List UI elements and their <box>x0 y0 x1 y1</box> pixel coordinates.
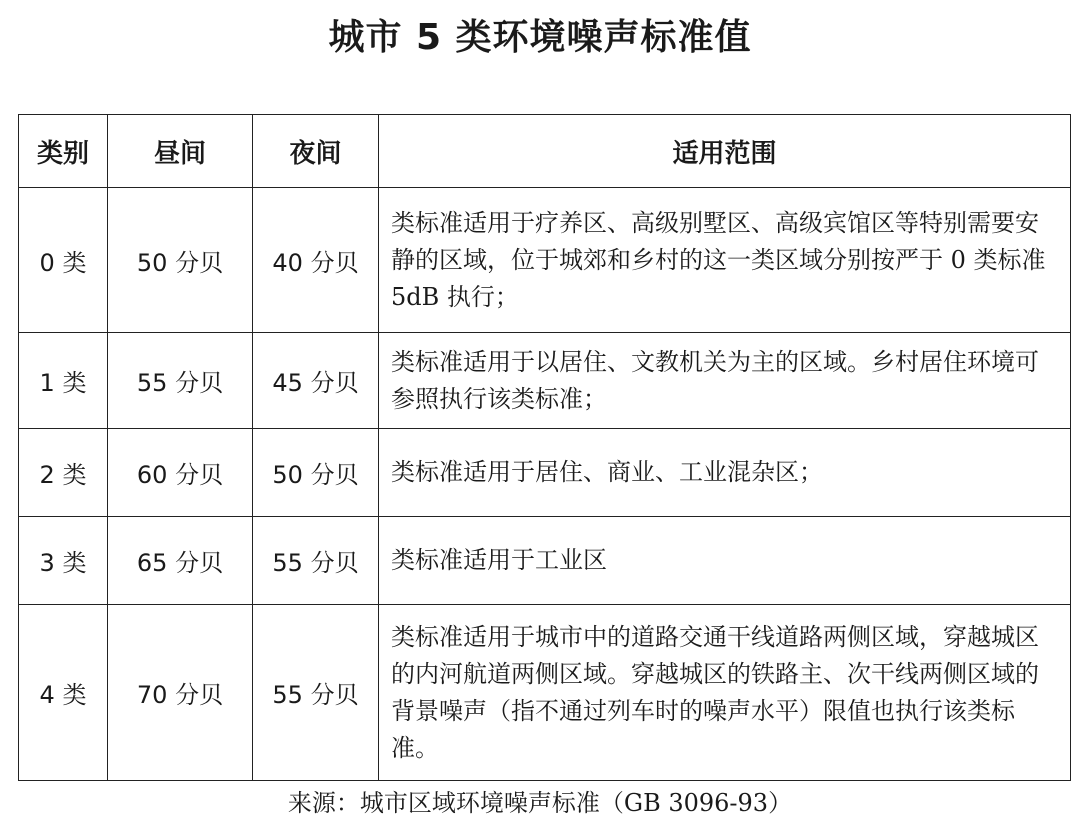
cell-scope: 类标准适用于居住、商业、工业混杂区； <box>379 429 1071 517</box>
cell-day-limit: 70 分贝 <box>108 605 253 781</box>
cell-day-limit: 65 分贝 <box>108 517 253 605</box>
cell-night-limit: 50 分贝 <box>253 429 379 517</box>
header-night: 夜间 <box>253 115 379 188</box>
header-scope: 适用范围 <box>379 115 1071 188</box>
table-header-row <box>19 115 1071 188</box>
table-row <box>19 605 1071 781</box>
cell-category: 4 类 <box>19 605 108 781</box>
table-row <box>19 333 1071 429</box>
page-title: 城市 5 类环境噪声标准值 <box>328 17 752 58</box>
table-row <box>19 188 1071 333</box>
cell-category: 1 类 <box>19 333 108 429</box>
header-day: 昼间 <box>108 115 253 188</box>
cell-category: 3 类 <box>19 517 108 605</box>
cell-night-limit: 45 分贝 <box>253 333 379 429</box>
table-row <box>19 429 1071 517</box>
cell-category: 0 类 <box>19 188 108 333</box>
table-row <box>19 517 1071 605</box>
cell-category: 2 类 <box>19 429 108 517</box>
cell-scope: 类标准适用于城市中的道路交通干线道路两侧区域，穿越城区的内河航道两侧区域。穿越城区的铁路主、次干线两侧区域的背景噪声（指不通过列车时的噪声水平）限值也执行该类标准。 <box>379 605 1071 781</box>
cell-day-limit: 55 分贝 <box>108 333 253 429</box>
cell-scope: 类标准适用于疗养区、高级别墅区、高级宾馆区等特别需要安静的区域，位于城郊和乡村的这一类区域分别按严于 0 类标准 5dB 执行； <box>379 188 1071 333</box>
cell-scope: 类标准适用于工业区 <box>379 517 1071 605</box>
source-caption: 来源：城市区域环境噪声标准（GB 3096-93） <box>287 789 793 817</box>
cell-night-limit: 55 分贝 <box>253 605 379 781</box>
cell-scope: 类标准适用于以居住、文教机关为主的区域。乡村居住环境可参照执行该类标准； <box>379 333 1071 429</box>
header-category: 类别 <box>19 115 108 188</box>
cell-day-limit: 60 分贝 <box>108 429 253 517</box>
cell-night-limit: 55 分贝 <box>253 517 379 605</box>
cell-day-limit: 50 分贝 <box>108 188 253 333</box>
cell-night-limit: 40 分贝 <box>253 188 379 333</box>
noise-standards-table <box>18 114 1071 781</box>
